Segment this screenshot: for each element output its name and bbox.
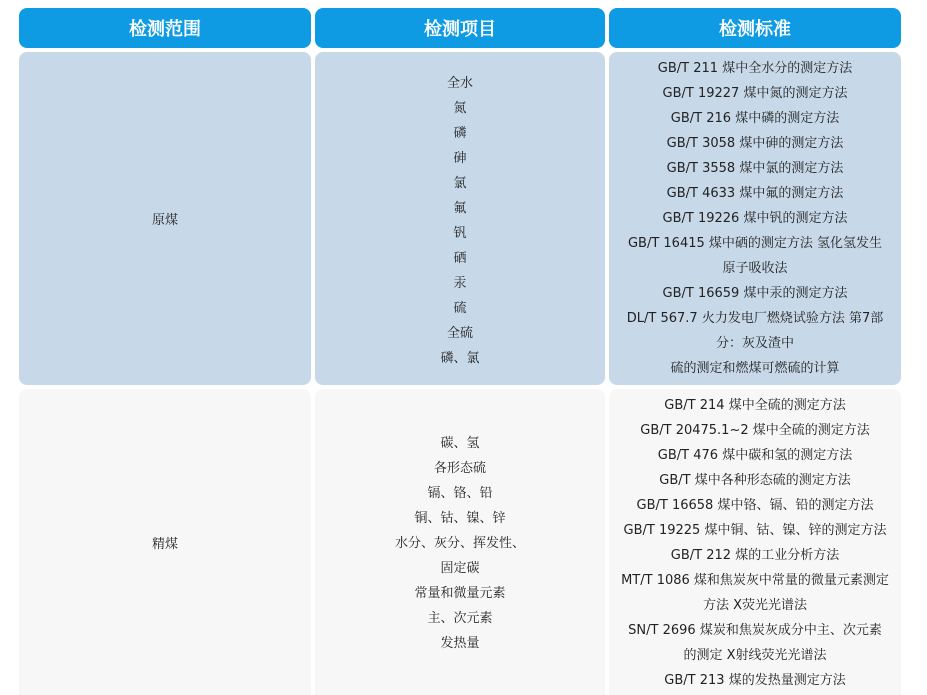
item: 水分、灰分、挥发性、 (394, 535, 525, 551)
standard-line: GB/T 213 煤的发热量测定方法 (664, 673, 846, 688)
item: 各形态硫 (433, 460, 486, 476)
item: 主、次元素 (427, 610, 493, 626)
item: 常量和微量元素 (414, 585, 506, 601)
standard-line: GB/T 16659 煤中汞的测定方法 (662, 286, 848, 301)
standard-line: GB/T 214 煤中全硫的测定方法 (664, 398, 846, 413)
header-items: 检测项目 (315, 8, 605, 48)
scope-label: 精煤 (151, 536, 178, 552)
standard-line: GB/T 16658 煤中铬、镉、铅的测定方法 (636, 498, 874, 513)
standard-line: MT/T 1086 煤和焦炭灰中常量的微量元素测定 (621, 573, 889, 588)
item: 镉、铬、铅 (427, 485, 493, 501)
item: 砷 (453, 150, 467, 166)
standard-line: GB/T 476 煤中碳和氢的测定方法 (657, 448, 853, 463)
item: 磷 (453, 125, 467, 141)
item: 全硫 (446, 325, 473, 341)
item: 氮 (453, 100, 467, 116)
row-2-scope (19, 389, 311, 695)
standard-line: GB/T 212 煤的工业分析方法 (670, 548, 840, 563)
scope-label: 原煤 (151, 213, 178, 228)
header-standards: 检测标准 (609, 8, 901, 48)
item: 汞 (453, 275, 467, 291)
header-scope: 检测范围 (19, 8, 311, 48)
standard-line: GB/T 211 煤中全水分的测定方法 (657, 61, 853, 76)
item: 发热量 (440, 635, 480, 651)
standard-line: GB/T 煤中各种形态硫的测定方法 (659, 473, 851, 488)
standard-line: GB/T 19225 煤中铜、钴、镍、锌的测定方法 (623, 523, 887, 538)
standard-line: GB/T 20475.1~2 煤中全硫的测定方法 (640, 423, 870, 438)
standard-line: DL/T 567.7 火力发电厂燃烧试验方法 第7部 (626, 311, 884, 326)
item: 磷、氯 (440, 350, 480, 366)
standard-line: SN/T 2696 煤炭和焦炭灰成分中主、次元素 (628, 623, 882, 638)
item: 氯 (453, 175, 467, 191)
standard-line: GB/T 3558 煤中氯的测定方法 (666, 161, 844, 176)
item: 氟 (453, 200, 467, 216)
item: 钒 (453, 225, 467, 241)
standard-line: GB/T 19226 煤中钒的测定方法 (662, 211, 848, 226)
standard-line: GB/T 3058 煤中砷的测定方法 (666, 136, 844, 151)
item: 硫 (453, 300, 467, 316)
item: 全水 (446, 75, 473, 91)
standard-line: GB/T 4633 煤中氟的测定方法 (666, 186, 844, 201)
item: 铜、钴、镍、锌 (414, 510, 506, 526)
row-1-items (315, 52, 605, 385)
standard-line: GB/T 19227 煤中氮的测定方法 (662, 86, 848, 101)
row-1-standards (609, 52, 901, 385)
standard-line: 的测定 X射线荧光光谱法 (683, 648, 827, 663)
item: 固定碳 (440, 560, 480, 576)
item: 碳、氢 (440, 435, 480, 451)
standard-line: 原子吸收法 (722, 261, 788, 276)
standard-line: GB/T 16415 煤中硒的测定方法 氢化氢发生 (627, 236, 883, 251)
standard-line: 分：灰及渣中 (715, 336, 794, 351)
standard-line: GB/T 216 煤中磷的测定方法 (670, 111, 840, 126)
row-2-items (315, 389, 605, 695)
item: 硒 (453, 250, 467, 266)
standard-line: 硫的测定和燃煤可燃硫的计算 (670, 361, 840, 376)
standard-line: 方法 X荧光光谱法 (702, 598, 808, 613)
row-1-scope (19, 52, 311, 385)
row-2-standards (609, 389, 901, 695)
